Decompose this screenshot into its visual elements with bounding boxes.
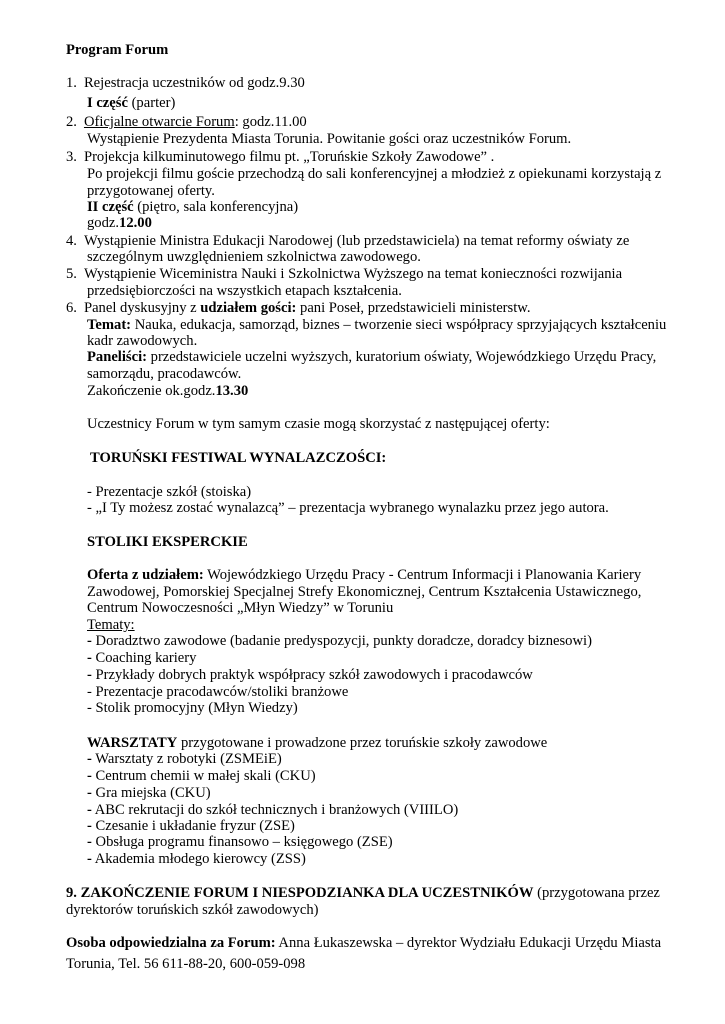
topic-text: - Stolik promocyjny (Młyn Wiedzy) [87, 700, 298, 716]
topic-label: Temat: [87, 317, 132, 333]
topic-item [87, 633, 592, 650]
workshop-text: ABC rekrutacji do szkół technicznych i branżowych (VIIILO) [91, 802, 459, 818]
topic-item [87, 700, 298, 717]
part-label: II część [87, 199, 134, 215]
workshops-title: WARSZTATY [87, 735, 178, 751]
panelists-line-2: samorządu, pracodawców. [87, 366, 242, 382]
item-text-post: pani Poseł, przedstawicieli ministerstw. [296, 300, 531, 316]
item-4-line-2: szczególnym uwzględnieniem szkolnictwa zawodowego. [87, 249, 421, 265]
topic-dash: - [87, 667, 92, 683]
offer-text: Wojewódzkiego Urzędu Pracy - Centrum Informacji i Planowania Kariery [203, 567, 642, 583]
opening-link-text: Oficjalne otwarcie Forum [83, 114, 235, 130]
topic-text: Nauka, edukacja, samorząd, biznes – tworzenie sieci współpracy sprzyjających kształceniu [131, 317, 667, 333]
part-2-heading [87, 199, 298, 216]
expert-tables-offer-line-3: Centrum Nowoczesności „Młyn Wiedzy” w Toruniu [87, 600, 394, 616]
offer-intro: Uczestnicy Forum w tym samym czasie mogą skorzystać z następującej oferty: [87, 416, 550, 432]
topic-dash: - [87, 633, 92, 649]
part-label: I część [87, 95, 128, 111]
topic-text: Przykłady dobrych praktyk współpracy szkół zawodowych i pracodawców [91, 667, 533, 683]
workshop-item [87, 818, 295, 835]
closing-heading: 9. ZAKOŃCZENIE FORUM I NIESPODZIANKA DLA UCZESTNIKÓW [66, 885, 534, 901]
expert-tables-offer-line-2: Zawodowej, Pomorskiej Specjalnej Strefy Ekonomicznej, Centrum Kształcenia Ustawicznego, [87, 584, 642, 600]
workshops-heading [87, 735, 547, 752]
program-item-1 [66, 75, 305, 92]
item-time: : godz.11.00 [234, 114, 307, 130]
item-text: Wystąpienie Ministra Edukacji Narodowej (lub przedstawiciela) na temat reformy oświaty ze [83, 233, 630, 249]
item-text-bold: udziałem gości: [200, 300, 297, 316]
topic-text: - Prezentacje pracodawców/stoliki branżowe [87, 684, 349, 700]
item-3-line-2: Po projekcji filmu goście przechodzą do sali konferencyjnej a młodzież z opiekunami korzystają z [87, 166, 662, 182]
offer-label: Oferta z udziałem: [87, 567, 204, 583]
panelists [87, 349, 656, 366]
panelists-text: przedstawiciele uczelni wyższych, kuratorium oświaty, Wojewódzkiego Urzędu Pracy, [147, 349, 657, 365]
item-number: 4. [66, 233, 77, 249]
workshop-dash: - [87, 751, 92, 767]
program-item-4 [66, 233, 629, 250]
workshop-dash: - [87, 768, 92, 784]
program-item-6 [66, 300, 531, 317]
closing-time-value: 13.30 [215, 383, 249, 399]
workshop-item [87, 785, 211, 802]
workshop-item [87, 851, 306, 868]
item-number: 1. [66, 75, 77, 91]
topic-dash: - [87, 650, 92, 666]
workshop-dash: - [87, 834, 92, 850]
workshop-text: Centrum chemii w małej skali (CKU) [91, 768, 316, 784]
workshop-dash: - [87, 785, 92, 801]
workshop-dash: - [87, 851, 92, 867]
topic-text: Coaching kariery [91, 650, 197, 666]
workshop-dash: - [87, 802, 92, 818]
page-title: Program Forum [66, 42, 169, 58]
closing-time [87, 383, 248, 400]
topic-item [87, 667, 533, 684]
item-2-line-2: Wystąpienie Prezydenta Miasta Torunia. Powitanie gości oraz uczestników Forum. [87, 131, 572, 147]
program-item-9-line-2: dyrektorów toruńskich szkół zawodowych) [66, 902, 319, 918]
item-number: 5. [66, 266, 77, 282]
item-number: 2. [66, 114, 77, 130]
workshop-item [87, 751, 282, 768]
item-text: Wystąpienie Wiceministra Nauki i Szkolnictwa Wyższego na temat konieczności rozwijania [83, 266, 623, 282]
item-5-line-2: przedsiębiorczości na wszystkich etapach kształcenia. [87, 283, 402, 299]
festival-line-2: - „I Ty możesz zostać wynalazcą” – prezentacja wybranego wynalazku przez jego autora. [87, 500, 609, 516]
part-2-time [87, 215, 152, 232]
closing-note: (przygotowana przez [533, 885, 660, 901]
item-number: 3. [66, 149, 77, 165]
program-item-2 [66, 114, 307, 131]
time-value: 12.00 [119, 215, 152, 231]
part-location: (piętro, sala konferencyjna) [133, 199, 299, 215]
workshops-subtitle: przygotowane i prowadzone przez toruńskie szkoły zawodowe [177, 735, 548, 751]
responsible-text: Anna Łukaszewska – dyrektor Wydziału Edukacji Urzędu Miasta [275, 935, 662, 951]
item-3-line-3: przygotowanej oferty. [87, 183, 215, 199]
topic-item [87, 650, 196, 667]
panelists-label: Paneliści: [87, 349, 147, 365]
workshop-item [87, 802, 458, 819]
expert-tables-heading: STOLIKI EKSPERCKIE [87, 534, 248, 550]
workshop-text: Akademia młodego kierowcy (ZSS) [91, 851, 306, 867]
program-item-3 [66, 149, 494, 166]
festival-line-1: - Prezentacje szkół (stoiska) [87, 484, 252, 500]
responsible-person [66, 935, 661, 952]
item-text: Projekcja kilkuminutowego filmu pt. „Toruńskie Szkoły Zawodowe” . [83, 149, 495, 165]
responsible-label: Osoba odpowiedzialna za Forum: [66, 935, 276, 951]
workshop-item [87, 834, 393, 851]
topic-text: Doradztwo zawodowe (badanie predyspozycji, punkty doradcze, doradcy biznesowi) [91, 633, 592, 649]
contact-phones: Torunia, Tel. 56 611-88-20, 600-059-098 [66, 956, 306, 972]
workshop-text: Gra miejska (CKU) [91, 785, 211, 801]
time-prefix: godz. [87, 215, 120, 231]
program-item-9 [66, 885, 660, 902]
panel-topic-line-2: kadr zawodowych. [87, 333, 198, 349]
item-text-pre: Panel dyskusyjny z [83, 300, 201, 316]
workshop-item [87, 768, 316, 785]
program-item-5 [66, 266, 622, 283]
workshop-text: Obsługa programu finansowo – księgowego (ZSE) [91, 834, 393, 850]
panel-topic [87, 317, 666, 334]
festival-heading: TORUŃSKI FESTIWAL WYNALAZCZOŚCI: [90, 450, 387, 466]
expert-tables-offer [87, 567, 641, 584]
topics-label: Tematy: [87, 617, 135, 633]
item-number: 6. [66, 300, 77, 316]
workshop-dash: - [87, 818, 92, 834]
topic-item [87, 684, 348, 701]
part-1-heading [87, 95, 175, 112]
part-location: (parter) [127, 95, 176, 111]
workshop-text: Warsztaty z robotyki (ZSMEiE) [91, 751, 282, 767]
item-text: Rejestracja uczestników od godz.9.30 [83, 75, 305, 91]
workshop-text: Czesanie i układanie fryzur (ZSE) [91, 818, 295, 834]
closing-text: Zakończenie ok.godz. [87, 383, 216, 399]
